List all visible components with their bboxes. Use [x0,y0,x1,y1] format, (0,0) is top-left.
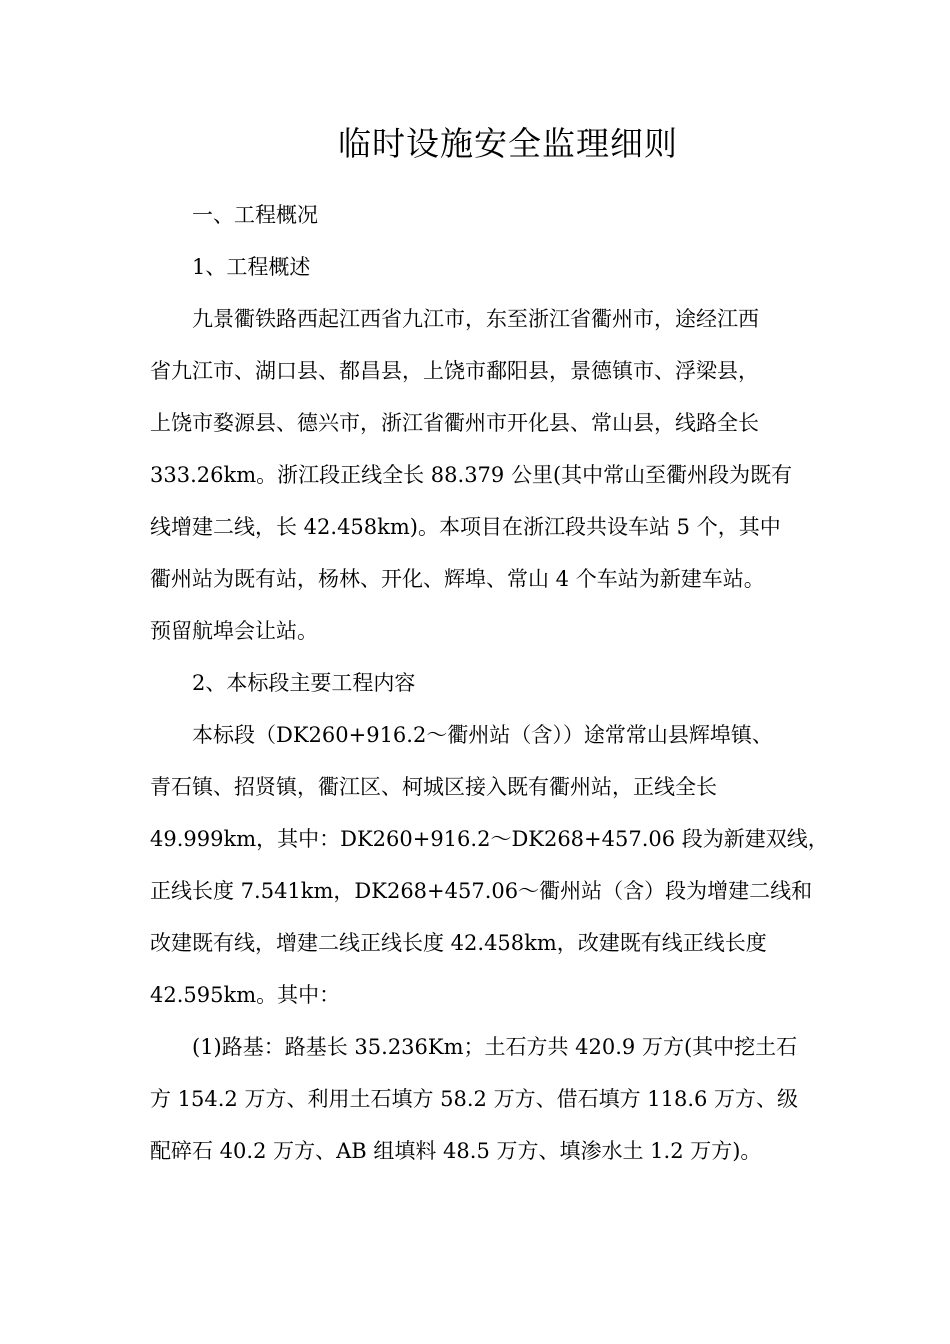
text-line: 方 154.2 万方、利用土石填方 58.2 万方、借石填方 118.6 万方、级 [150,1087,799,1111]
text-line: 一、工程概况 [192,203,318,227]
section-1-heading [150,189,810,241]
text-line: (1)路基：路基长 35.236Km；土石方共 420.9 万方(其中挖土石 [192,1035,798,1059]
text-line: 衢州站为既有站，杨林、开化、辉埠、常山 4 个车站为新建车站。 [150,567,765,591]
text-line: 2、本标段主要工程内容 [192,671,416,695]
text-line: 青石镇、招贤镇，衢江区、柯城区接入既有衢州站，正线全长 [150,775,717,799]
text-line: 改建既有线，增建二线正线长度 42.458km，改建既有线正线长度 [150,931,767,955]
subsection-2-heading [150,657,810,709]
text-line: 正线长度 7.541km，DK268+457.06～衢州站（含）段为增建二线和 [150,879,813,903]
text-line: 九景衢铁路西起江西省九江市，东至浙江省衢州市，途经江西 [192,307,759,331]
text-line: 333.26km。浙江段正线全长 88.379 公里(其中常山至衢州段为既有 [150,463,793,487]
text-line: 42.595km。其中： [150,983,341,1007]
subgrade-paragraph [150,1021,810,1177]
text-line: 省九江市、湖口县、都昌县，上饶市鄱阳县，景德镇市、浮梁县， [150,359,759,383]
text-line: 49.999km，其中：DK260+916.2～DK268+457.06 段为新建双线， [150,827,829,851]
text-line: 1、工程概述 [192,255,311,279]
text-line: 配碎石 40.2 万方、AB 组填料 48.5 万方、填渗水土 1.2 万方)。 [150,1139,762,1163]
text-line: 本标段（DK260+916.2～衢州站（含））途常常山县辉埠镇、 [192,723,773,747]
overview-paragraph [150,293,810,657]
document-title: 临时设施安全监理细则 [338,124,678,163]
scope-paragraph [150,709,829,1021]
subsection-1-heading [150,241,810,293]
text-line: 线增建二线，长 42.458km)。本项目在浙江段共设车站 5 个，其中 [150,515,781,539]
text-line: 上饶市婺源县、德兴市，浙江省衢州市开化县、常山县，线路全长 [150,411,759,435]
document-body [150,189,829,1177]
text-line: 预留航埠会让站。 [150,619,318,643]
